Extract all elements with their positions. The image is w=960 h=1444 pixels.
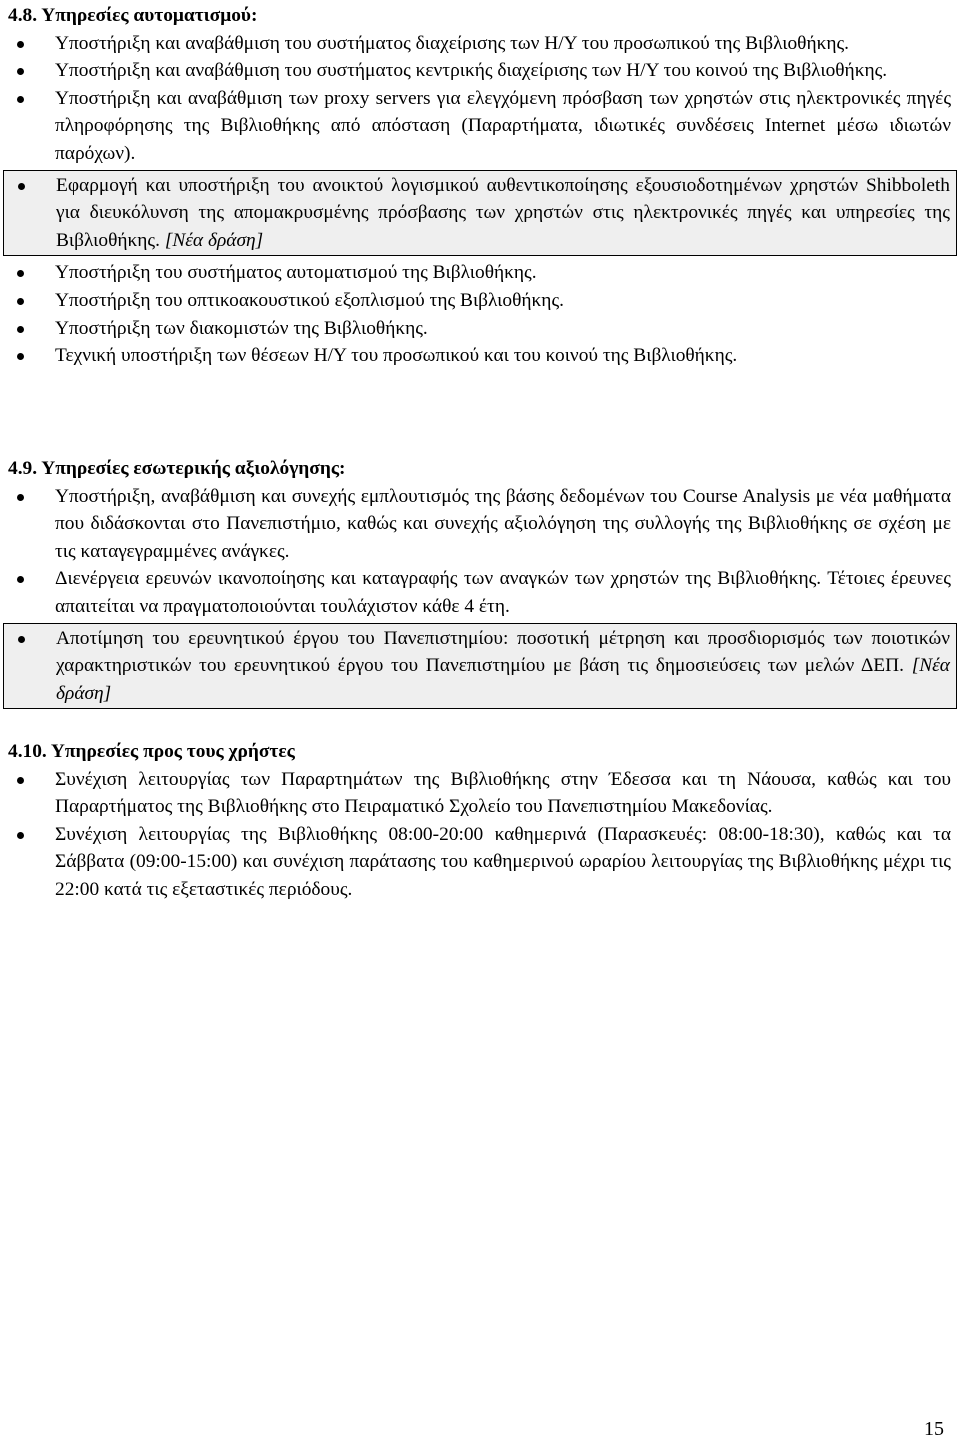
list-item: Υποστήριξη, αναβάθμιση και συνεχής εμπλουτισμός της βάσης δεδομένων του Course Analysis με νέα μαθήματα που διδάσκονται στο Πανεπιστήμιο, καθώς και συνεχής αξιολόγηση της συλλογής της Βιβλιοθήκης σε σχέση με τις καταγεγραμμένες ανάγκες. <box>3 483 957 566</box>
list-item: Υποστήριξη και αναβάθμιση του συστήματος κεντρικής διαχείρισης των Η/Υ του κοινού της Βιβλιοθήκης. <box>3 57 957 85</box>
list-item: Διενέργεια ερευνών ικανοποίησης και καταγραφής των αναγκών των χρηστών της Βιβλιοθήκης. Τέτοιες έρευνες απαιτείται να πραγματοποιούνται τουλάχιστον κάθε 4 έτη. <box>3 565 957 620</box>
list-item: Συνέχιση λειτουργίας της Βιβλιοθήκης 08:00-20:00 καθημερινά (Παρασκευές: 08:00-18:30), καθώς και τα Σάββατα (09:00-15:00) και συνέχιση παράτασης του καθημερινού ωραρίου λειτουργίας της Βιβλιοθήκης μέχρι τις 22:00 κατά τις εξεταστικές περιόδους. <box>3 821 957 904</box>
section-heading: 4.8. Υπηρεσίες αυτοματισμού: <box>8 5 258 26</box>
section-heading: 4.10. Υπηρεσίες προς τους χρήστες <box>8 741 295 762</box>
bullet-list <box>3 766 957 904</box>
list-item: Υποστήριξη του συστήματος αυτοματισμού της Βιβλιοθήκης. <box>3 259 957 287</box>
list-item-highlighted: Αποτίμηση του ερευνητικού έργου του Πανεπιστημίου: ποσοτική μέτρηση και προσδιορισμός των ποιοτικών χαρακτηριστικών του ερευνητικού έργου του Πανεπιστημίου με βάση τις δημοσιεύσεις των μελών ΔΕΠ. [Νέα δράση] <box>3 623 957 710</box>
bullet-list <box>3 30 957 370</box>
list-item-highlighted: Εφαρμογή και υποστήριξη του ανοικτού λογισμικού αυθεντικοποίησης εξουσιοδοτημένων χρηστών Shibboleth για διευκόλυνση της απομακρυσμένης πρόσβασης των χρηστών στις ηλεκτρονικές πηγές και υπηρεσίες της Βιβλιοθήκης. [Νέα δράση] <box>3 170 957 257</box>
bullet-list <box>3 483 957 710</box>
section-user-services <box>3 738 957 904</box>
list-item: Συνέχιση λειτουργίας των Παραρτημάτων της Βιβλιοθήκης στην Έδεσσα και τη Νάουσα, καθώς και του Παραρτήματος της Βιβλιοθήκης στο Πειραματικό Σχολείο του Πανεπιστημίου Μακεδονίας. <box>3 766 957 821</box>
section-internal-evaluation <box>3 455 957 712</box>
list-item: Τεχνική υποστήριξη των θέσεων Η/Υ του προσωπικού και του κοινού της Βιβλιοθήκης. <box>3 342 957 370</box>
list-item: Υποστήριξη και αναβάθμιση του συστήματος διαχείρισης των Η/Υ του προσωπικού της Βιβλιοθήκης. <box>3 30 957 58</box>
list-item: Υποστήριξη και αναβάθμιση των proxy servers για ελεγχόμενη πρόσβαση των χρηστών στις ηλεκτρονικές πηγές πληροφόρησης της Βιβλιοθήκης από απόσταση (Παραρτήματα, ιδιωτικές συνδέσεις Internet μέσω ιδιωτών παρόχων). <box>3 85 957 168</box>
section-heading: 4.9. Υπηρεσίες εσωτερικής αξιολόγησης: <box>8 458 346 479</box>
section-automation-services <box>3 2 957 370</box>
new-action-tag: [Νέα δράση] <box>56 655 950 704</box>
page-number: 15 <box>924 1418 944 1440</box>
list-item: Υποστήριξη των διακομιστών της Βιβλιοθήκης. <box>3 315 957 343</box>
list-item: Υποστήριξη του οπτικοακουστικού εξοπλισμού της Βιβλιοθήκης. <box>3 287 957 315</box>
new-action-tag: [Νέα δράση] <box>164 229 264 251</box>
